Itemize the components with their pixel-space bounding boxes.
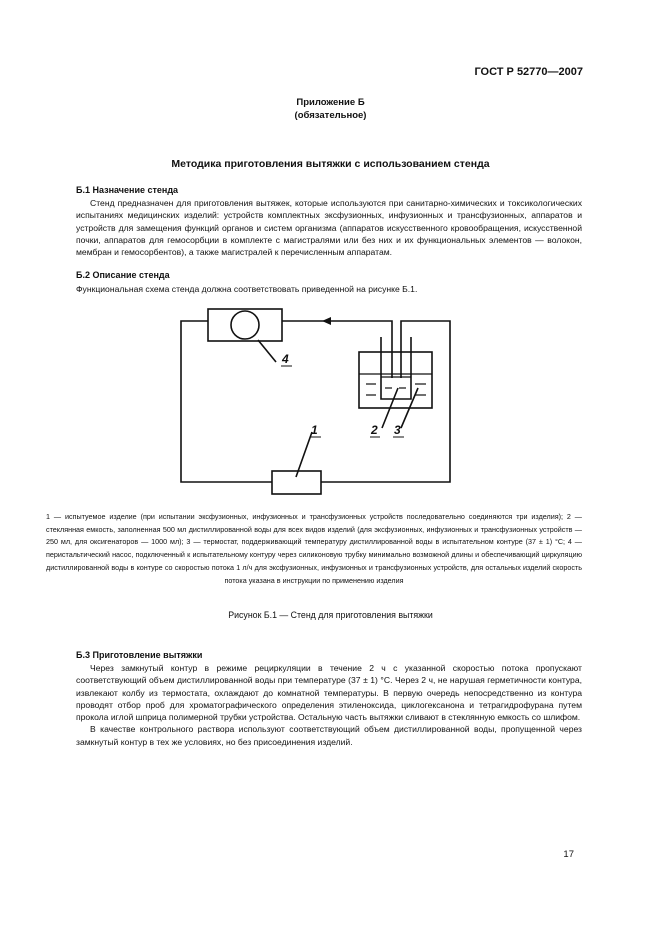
figure-legend: 1 — испытуемое изделие (при испытании эксфузионных, инфузионных и трансфузионных устройств последовательно соединяются три изделия); 2 — стеклянная емкость, заполненная 500 мл дистиллированной воды для всех видов изделий (для эксфузионных, инфузионных и трансфузионных устройств — 250 мл, для оксигенаторов — 1000 мл); 3 — термостат, поддерживающий температуру дистиллированной воды в испытательном контуре (37 ± 1) °С; 4 — перистальтический насос, подключенный к испытательному контуру через силиконовую трубку минимально возможной длины и обеспечивающий циркуляцию дистиллированной воды в контуре со скоростью потока 1 л/ч для эксфузионных, инфузионных и трансфузионных устройств, для остальных изделий скорость потока указана в инструкции по применению изделия: [46, 512, 582, 585]
flow-direction-arrow: [322, 317, 331, 325]
page-title: Методика приготовления вытяжки с использованием стенда: [171, 158, 490, 170]
circuit-tube-return: [282, 321, 392, 378]
callout-2: 2: [371, 423, 378, 437]
section-b1-paragraph: Стенд предназначен для приготовления вытяжек, которые используются при санитарно-химических и токсикологических испытаниях медицинских изделий: устройств комплектных эксфузионных, инфузионных и трансфузионных, аппаратов и устройств для замещения функций органов и систем организма (аппаратов искусственного кровообращения, искусственной почки, аппаратов для гемосорбции в комплекте с магистралями или без них и их функциональных элементов — волокон, мембран и гемосорбентов), а также магистралей к перечисленным аппаратам.: [76, 198, 582, 258]
page-number: 17: [563, 849, 574, 860]
section-b2-paragraph: Функциональная схема стенда должна соответствовать приведенной на рисунке Б.1.: [76, 284, 418, 294]
callout-4: 4: [282, 352, 289, 366]
leader-line-4: [258, 340, 276, 362]
annex-status: (обязательное): [294, 110, 367, 121]
figure-caption: Рисунок Б.1 — Стенд для приготовления вытяжки: [228, 610, 433, 620]
section-b1-heading: Б.1 Назначение стенда: [76, 185, 179, 195]
section-b3-heading: Б.3 Приготовление вытяжки: [76, 650, 203, 660]
annex-title: Приложение Б: [296, 97, 365, 108]
document-id: ГОСТ Р 52770—2007: [474, 66, 583, 78]
glass-container: [381, 337, 411, 399]
pump-rotor: [231, 311, 259, 339]
section-b3-text: [76, 662, 582, 748]
section-b2-heading: Б.2 Описание стенда: [76, 270, 170, 280]
callout-3: 3: [394, 423, 401, 437]
circuit-tube-left: [181, 321, 272, 482]
callout-1: 1: [311, 423, 318, 437]
peristaltic-pump: [208, 309, 282, 341]
section-b3-paragraph-2: В качестве контрольного раствора используют соответствующий объем дистиллированной воды, пропущенной через замкнутый контур в тех же условиях, но без присоединения изделий.: [76, 724, 582, 747]
circuit-tube-right: [321, 321, 450, 482]
section-b3-paragraph-1: Через замкнутый контур в режиме рециркуляции в течение 2 ч с указанной скоростью потока пропускают соответствующий объем дистиллированной воды при температуре (37 ± 1) °С. Через 2 ч, не нарушая герметичности контура, извлекают колбу из термостата, охлаждают до комнатной температуры. В первую очередь непосредственно из контура проводят отбор проб для хроматографического определения этиленоксида, циклогексанона и тетрагидрофурана путем прокола иглой шприца полимерной трубки устройства. Остальную часть вытяжки сливают в стеклянную емкость со шлифом.: [76, 663, 582, 723]
